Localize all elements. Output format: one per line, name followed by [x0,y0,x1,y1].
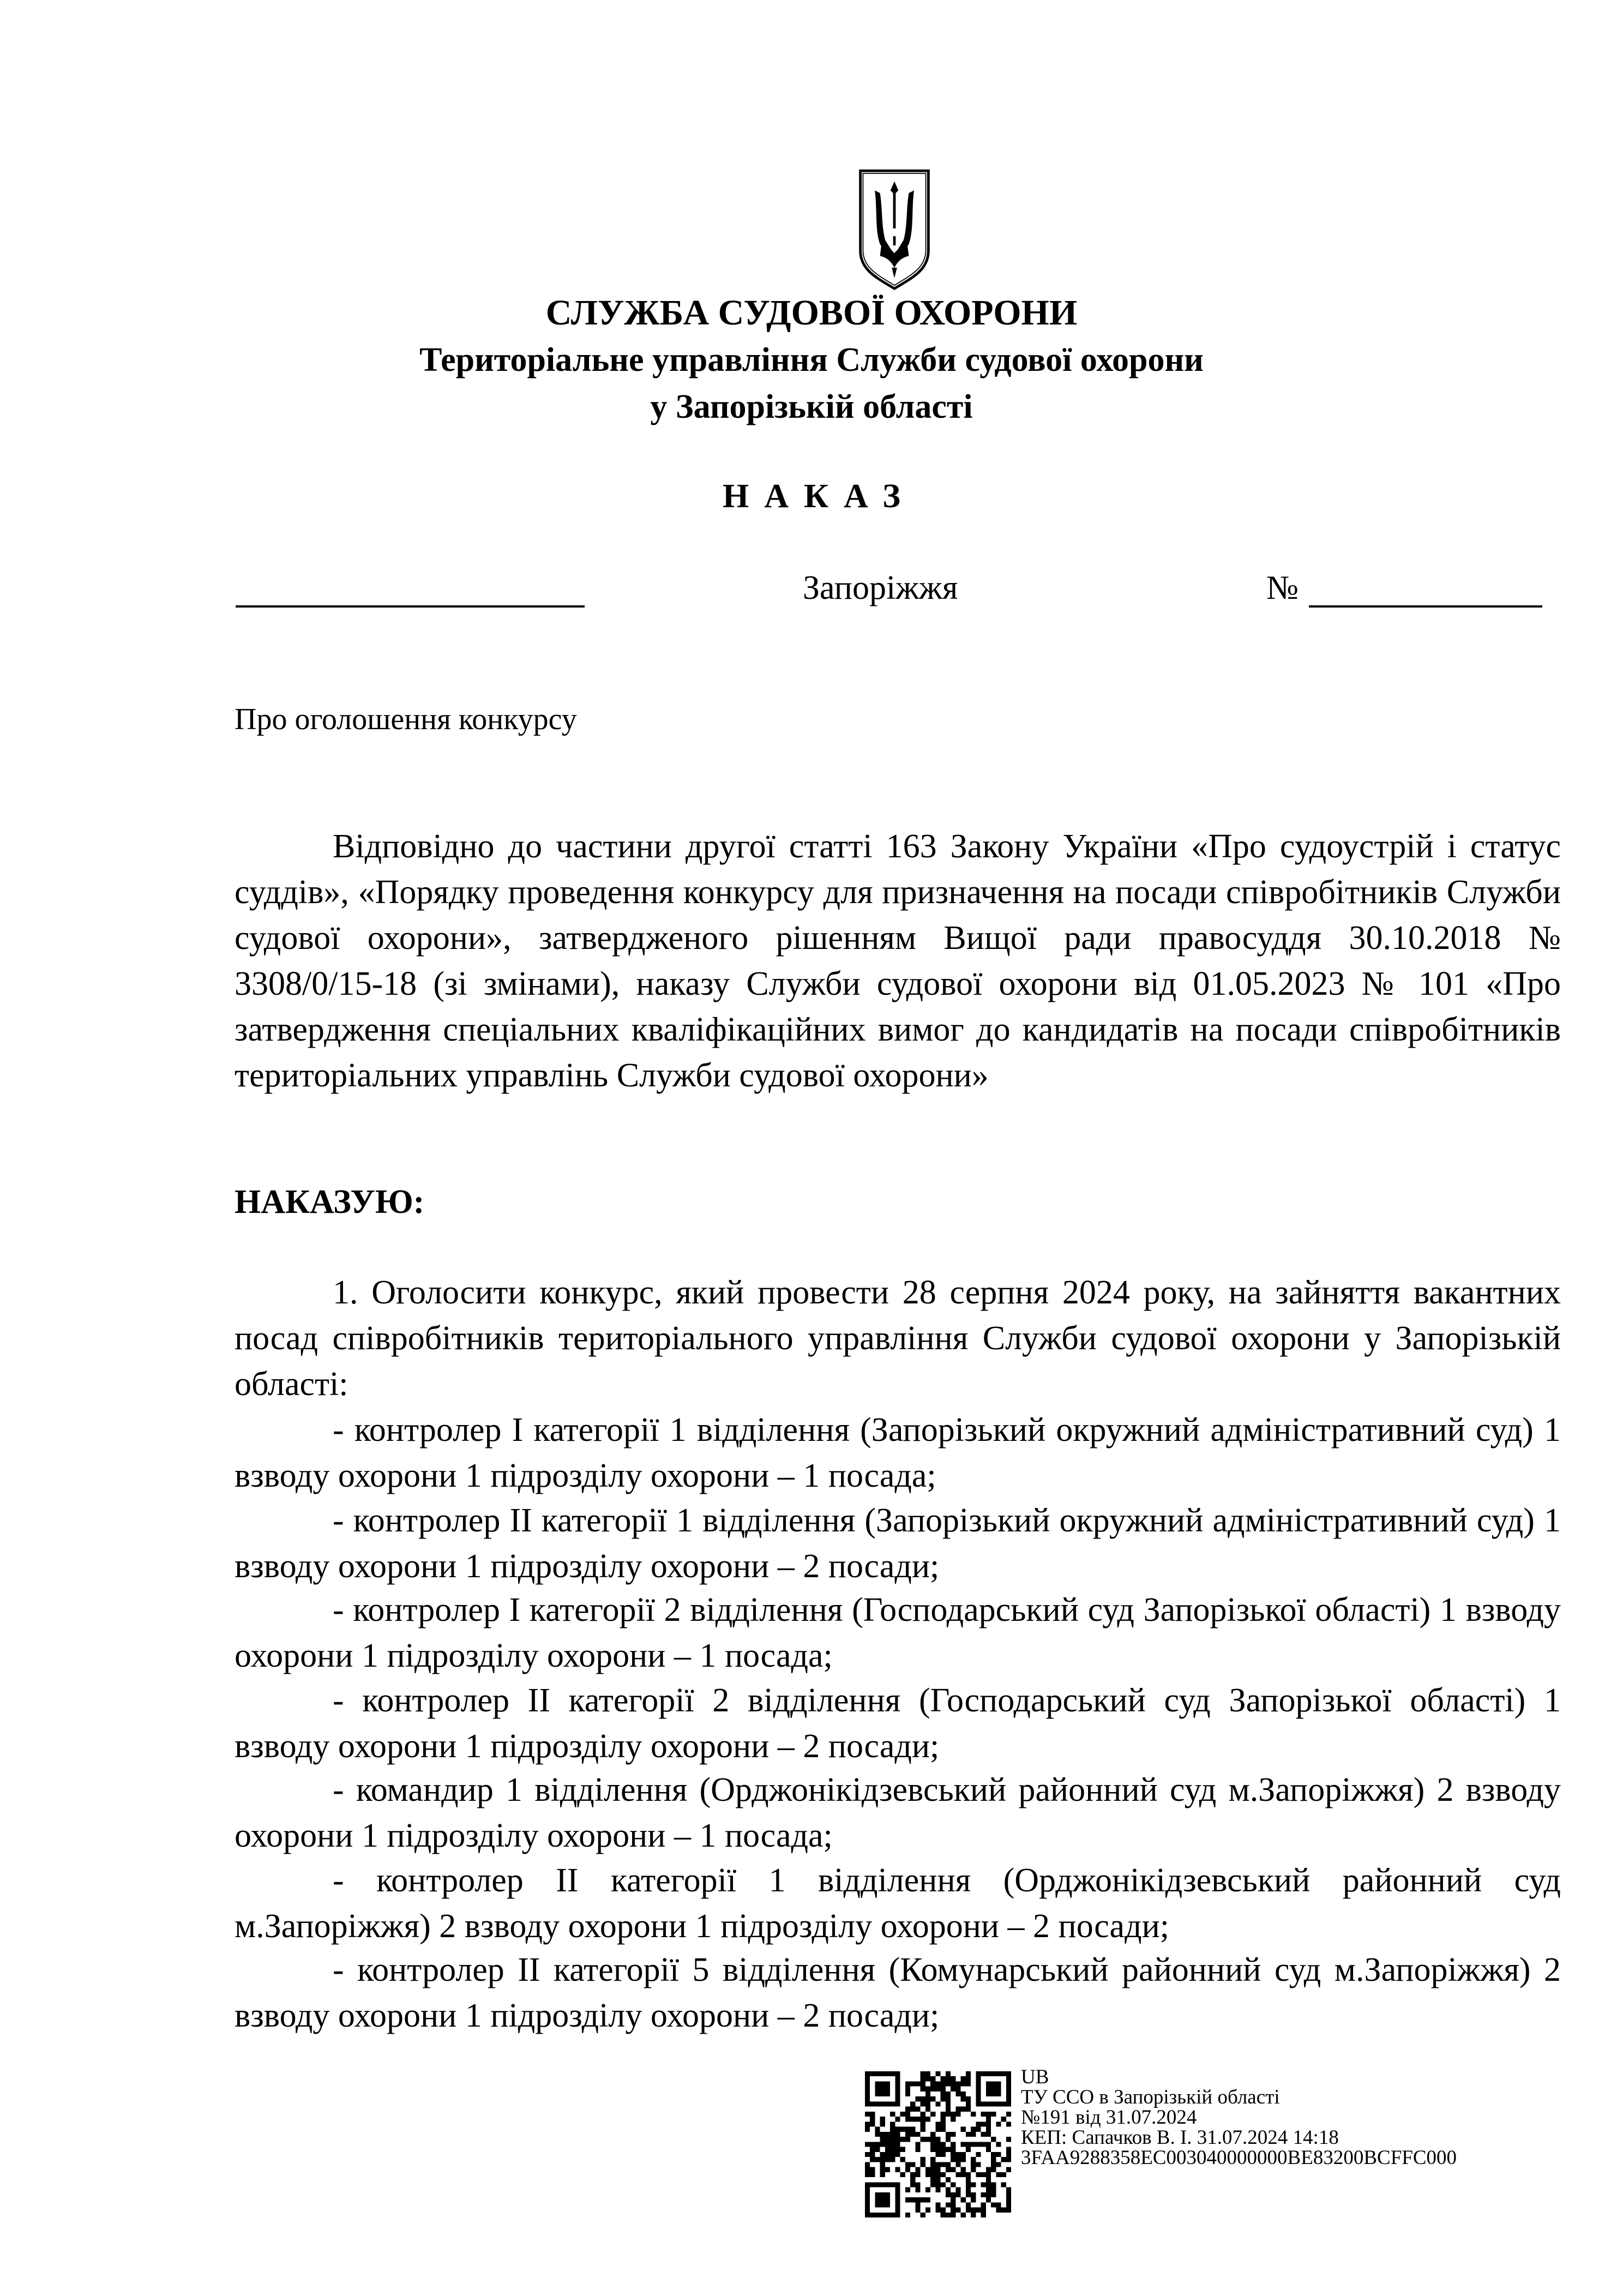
qr-code-icon [865,2071,1011,2217]
position-item: - контролер II категорії 1 відділення (Запорізький окружний адміністративний суд) 1 взводу охорони 1 підрозділу охорони – 2 посади; [235,1502,1561,1585]
position-item: - контролер II категорії 5 відділення (Комунарський районний суд м.Запоріжжя) 2 взводу охорони 1 підрозділу охорони – 2 посади; [235,1951,1561,2034]
position-item: - контролер II категорії 2 відділення (Господарський суд Запорізької області) 1 взводу охорони 1 підрозділу охорони – 2 посади; [235,1682,1561,1765]
e-signature-stamp [1021,2067,1457,2168]
stamp-line: 3FAA9288358EC003040000000BE83200BCFFC000 [1021,2147,1457,2169]
stamp-line: КЕП: Сапачков В. І. 31.07.2024 14:18 [1021,2126,1339,2149]
item-1-paragraph: 1. Оголосити конкурс, який провести 28 серпня 2024 року, на зайняття вакантних посад співробітників територіального управління Служби судової охорони у Запорізькій області: [235,1274,1561,1403]
order-number-sign: № [1266,569,1299,606]
tryzub-icon [855,167,934,291]
position-item: - командир 1 відділення (Орджонікідзевський районний суд м.Запоріжжя) 2 взводу охорони 1 підрозділу охорони – 1 посада; [235,1771,1561,1854]
stamp-line: UB [1021,2066,1049,2088]
position-item: - контролер I категорії 2 відділення (Господарський суд Запорізької області) 1 взводу охорони 1 підрозділу охорони – 1 посада; [235,1591,1561,1674]
order-title: НАКАЗ [723,478,916,515]
number-blank-line [1309,605,1542,608]
stamp-line: ТУ ССО в Запорізькій області [1021,2086,1280,2108]
order-city: Запоріжжя [803,569,958,606]
stamp-line: №191 від 31.07.2024 [1021,2106,1197,2129]
date-blank-line [236,605,585,608]
position-item: - контролер II категорії 1 відділення (Орджонікідзевський районний суд м.Запоріжжя) 2 взводу охорони 1 підрозділу охорони – 2 посади; [235,1862,1561,1945]
nakazuyu-heading: НАКАЗУЮ: [235,1183,425,1221]
organization-region: у Запорізькій області [650,388,973,425]
intro-paragraph: Відповідно до частини другої статті 163 Закону України «Про судоустрій і статус суддів», «Порядку проведення конкурсу для призначення на посади співробітників Служби судової охорони», затвердженого рішенням Вищої ради правосуддя 30.10.2018 № 3308/0/15-18 (зі змінами), наказу Служби судової охорони від 01.05.2023 № 101 «Про затвердження спеціальних кваліфікаційних вимог до кандидатів на посади співробітників територіальних управлінь Служби судової охорони» [235,828,1561,1094]
organization-title: СЛУЖБА СУДОВОЇ ОХОРОНИ [545,293,1078,333]
order-subject: Про оголошення конкурсу [235,702,577,736]
organization-subtitle: Територіальне управління Служби судової охорони [419,341,1204,378]
position-item: - контролер I категорії 1 відділення (Запорізький окружний адміністративний суд) 1 взводу охорони 1 підрозділу охорони – 1 посада; [235,1411,1561,1494]
